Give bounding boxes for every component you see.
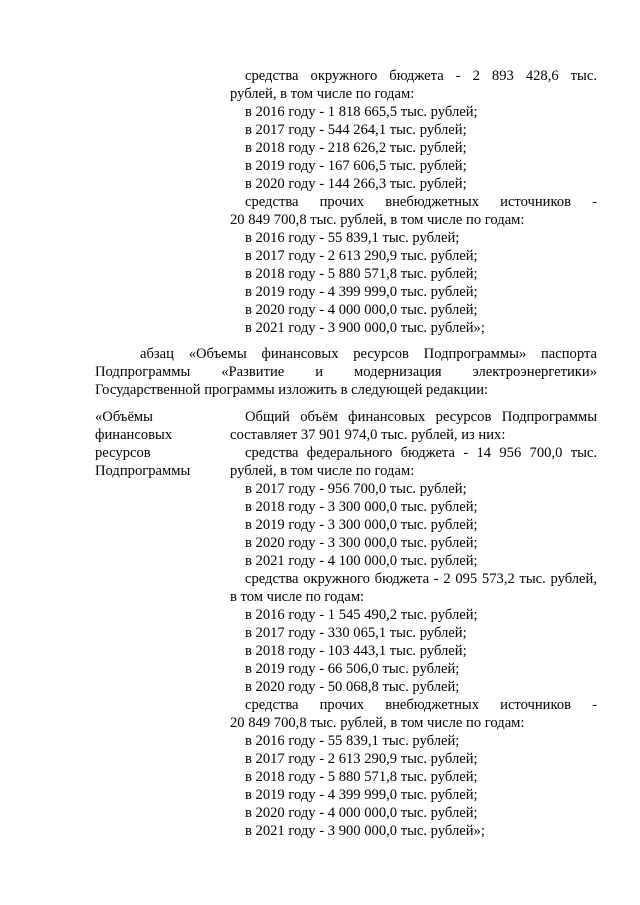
top-extra-line-2: 20 849 700,8 тыс. рублей, в том числе по годам: [230,212,525,228]
intro-line-2: Подпрограммы «Развитие и модернизация электроэнергетики» [95,364,597,380]
year-line: в 2021 году - 3 900 000,0 тыс. рублей»; [245,823,485,839]
year-line: в 2020 году - 3 300 000,0 тыс. рублей; [245,535,478,551]
federal-line-2: рублей, в том числе по годам: [230,463,415,479]
year-line: в 2017 году - 2 613 290,9 тыс. рублей; [245,751,478,767]
year-line: в 2016 году - 1 545 490,2 тыс. рублей; [245,607,478,623]
year-line: в 2020 году - 50 068,8 тыс. рублей; [245,679,460,695]
year-line: в 2020 году - 144 266,3 тыс. рублей; [245,176,467,192]
year-line: в 2019 году - 66 506,0 тыс. рублей; [245,661,460,677]
year-line: в 2018 году - 103 443,1 тыс. рублей; [245,643,467,659]
year-line: в 2016 году - 55 839,1 тыс. рублей; [245,230,460,246]
intro-line-1: абзац «Объемы финансовых ресурсов Подпрограммы» паспорта [140,346,597,362]
total-line-1: Общий объём финансовых ресурсов Подпрограммы [245,409,597,425]
extra-line-1: средства прочих внебюджетных источников - [245,697,597,713]
label-line: финансовых [95,427,173,443]
year-line: в 2019 году - 4 399 999,0 тыс. рублей; [245,787,478,803]
total-line-2: составляет 37 901 974,0 тыс. рублей, из них: [230,427,506,443]
year-line: в 2018 году - 5 880 571,8 тыс. рублей; [245,266,478,282]
okrug-line-2: в том числе по годам: [230,589,365,605]
federal-line-1: средства федерального бюджета - 14 956 700,0 тыс. [245,445,597,461]
year-line: в 2017 году - 956 700,0 тыс. рублей; [245,481,467,497]
year-line: в 2019 году - 4 399 999,0 тыс. рублей; [245,284,478,300]
year-line: в 2016 году - 55 839,1 тыс. рублей; [245,733,460,749]
year-line: в 2017 году - 2 613 290,9 тыс. рублей; [245,248,478,264]
year-line: в 2017 году - 330 065,1 тыс. рублей; [245,625,467,641]
label-line: «Объёмы [95,409,153,425]
top-okrug-line-2: рублей, в том числе по годам: [230,86,415,102]
year-line: в 2019 году - 167 606,5 тыс. рублей; [245,158,467,174]
okrug-line-1: средства окружного бюджета - 2 095 573,2 тыс. рублей, [245,571,597,587]
year-line: в 2020 году - 4 000 000,0 тыс. рублей; [245,302,478,318]
year-line: в 2019 году - 3 300 000,0 тыс. рублей; [245,517,478,533]
label-line: Подпрограммы [95,463,191,479]
year-line: в 2016 году - 1 818 665,5 тыс. рублей; [245,104,478,120]
year-line: в 2018 году - 218 626,2 тыс. рублей; [245,140,467,156]
year-line: в 2018 году - 5 880 571,8 тыс. рублей; [245,769,478,785]
extra-line-2: 20 849 700,8 тыс. рублей, в том числе по годам: [230,715,525,731]
year-line: в 2018 году - 3 300 000,0 тыс. рублей; [245,499,478,515]
intro-line-3: Государственной программы изложить в следующей редакции: [95,382,489,398]
top-okrug-line-1: средства окружного бюджета - 2 893 428,6 тыс. [245,68,597,84]
year-line: в 2021 году - 3 900 000,0 тыс. рублей»; [245,320,485,336]
year-line: в 2017 году - 544 264,1 тыс. рублей; [245,122,467,138]
top-extra-line-1: средства прочих внебюджетных источников - [245,194,597,210]
year-line: в 2020 году - 4 000 000,0 тыс. рублей; [245,805,478,821]
year-line: в 2021 году - 4 100 000,0 тыс. рублей; [245,553,478,569]
label-line: ресурсов [95,445,151,461]
